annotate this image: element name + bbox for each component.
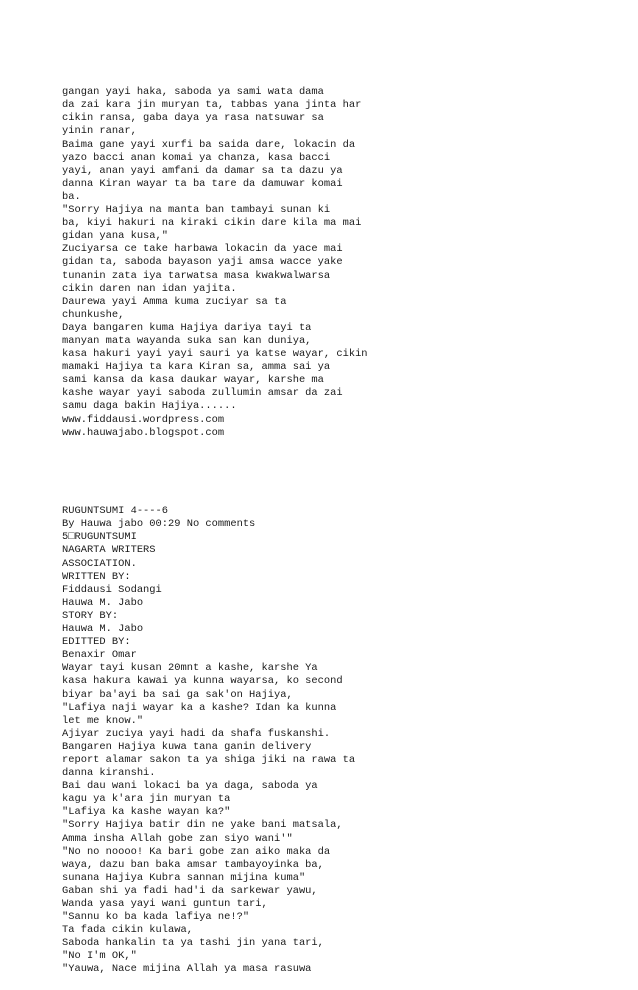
text-line: Gaban shi ya fadi had'i da sarkewar yawu, — [62, 884, 318, 897]
text-line: www.fiddausi.wordpress.com — [62, 413, 225, 426]
text-line: "Sorry Hajiya batir din ne yake bani matsala, — [62, 819, 343, 832]
text-line: kasa hakuri yayi yayi sauri ya katse wayar, cikin — [62, 348, 368, 361]
text-line: "Yauwa, Nace mijina Allah ya masa rasuwa — [62, 963, 312, 976]
text-line: report alamar sakon ta ya shiga jiki na rawa ta — [62, 753, 356, 766]
text-line: gidan ta, saboda bayason yaji amsa wacce yake — [62, 256, 343, 269]
text-line: gangan yayi haka, saboda ya sami wata dama — [62, 86, 324, 99]
text-line: tunanin zata iya tarwatsa masa kwakwalwarsa — [62, 269, 331, 282]
text-block-1 — [62, 86, 622, 440]
text-line: cikin daren nan idan yajita. — [62, 282, 237, 295]
text-line: Bangaren Hajiya kuwa tana ganin delivery — [62, 740, 312, 753]
text-line: danna Kiran wayar ta ba tare da damuwar komai — [62, 177, 343, 190]
text-line: Daurewa yayi Amma kuma zuciyar sa ta — [62, 295, 287, 308]
text-line: cikin ransa, gaba daya ya rasa natsuwar sa — [62, 112, 324, 125]
text-line: "Sorry Hajiya na manta ban tambayi sunan ki — [62, 204, 331, 217]
text-line: "Lafiya ka kashe wayan ka?" — [62, 806, 231, 819]
text-line: let me know." — [62, 714, 144, 727]
text-line: da zai kara jin muryan ta, tabbas yana jinta har — [62, 99, 362, 112]
text-line: NAGARTA WRITERS — [62, 544, 156, 557]
text-line: ba, kiyi hakuri na kiraki cikin dare kila ma mai — [62, 217, 362, 230]
text-line: Hauwa M. Jabo — [62, 623, 144, 636]
text-line: yinin ranar, — [62, 125, 137, 138]
text-line: manyan mata wayanda suka san kan duniya, — [62, 334, 312, 347]
text-line: "Sannu ko ba kada lafiya ne!?" — [62, 911, 250, 924]
text-line: 5□RUGUNTSUMI — [62, 531, 137, 544]
text-line: kashe wayar yayi saboda zullumin amsar da zai — [62, 387, 343, 400]
text-line: Ajiyar zuciya yayi hadi da shafa fuskanshi. — [62, 727, 331, 740]
text-line: ba. — [62, 190, 81, 203]
text-line: "No I'm OK," — [62, 950, 137, 963]
text-line: Saboda hankalin ta ya tashi jin yana tari, — [62, 937, 324, 950]
text-line: gidan yana kusa," — [62, 230, 169, 243]
text-line: sunana Hajiya Kubra sannan mijina kuma" — [62, 871, 306, 884]
document-page — [62, 60, 622, 990]
text-line: chunkushe, — [62, 308, 125, 321]
text-line: kasa hakura kawai ya kunna wayarsa, ko second — [62, 675, 343, 688]
text-line: "Lafiya naji wayar ka a kashe? Idan ka kunna — [62, 701, 337, 714]
text-line: ASSOCIATION. — [62, 557, 137, 570]
text-line: Fiddausi Sodangi — [62, 583, 162, 596]
text-line: danna kiranshi. — [62, 767, 156, 780]
text-line: Daya bangaren kuma Hajiya dariya tayi ta — [62, 321, 312, 334]
text-line: Zuciyarsa ce take harbawa lokacin da yace mai — [62, 243, 343, 256]
text-line: By Hauwa jabo 00:29 No comments — [62, 518, 256, 531]
text-line: Wayar tayi kusan 20mnt a kashe, karshe Ya — [62, 662, 318, 675]
text-line: www.hauwajabo.blogspot.com — [62, 426, 225, 439]
text-line: sami kansa da kasa daukar wayar, karshe ma — [62, 374, 324, 387]
text-line: RUGUNTSUMI 4----6 — [62, 505, 169, 518]
text-line: Benaxir Omar — [62, 649, 137, 662]
text-line: Amma insha Allah gobe zan siyo wani'" — [62, 832, 293, 845]
text-line: waya, dazu ban baka amsar tambayoyinka ba, — [62, 858, 324, 871]
paragraph-spacer — [62, 466, 622, 479]
text-line: yazo bacci anan komai ya chanza, kasa bacci — [62, 151, 331, 164]
text-line: "No no noooo! Ka bari gobe zan aiko maka da — [62, 845, 331, 858]
text-block-2 — [62, 505, 622, 976]
text-line: EDITTED BY: — [62, 636, 131, 649]
text-line: Ta fada cikin kulawa, — [62, 924, 193, 937]
text-line: mamaki Hajiya ta kara Kiran sa, amma sai ya — [62, 361, 331, 374]
text-line: Wanda yasa yayi wani guntun tari, — [62, 898, 268, 910]
text-line: STORY BY: — [62, 609, 119, 622]
text-line: Bai dau wani lokaci ba ya daga, saboda ya — [62, 780, 318, 793]
text-line: samu daga bakin Hajiya...... — [62, 400, 237, 413]
text-line: biyar ba'ayi ba sai ga sak'on Hajiya, — [62, 688, 293, 701]
text-line: yayi, anan yayi amfani da damar sa ta dazu ya — [62, 164, 343, 177]
text-line: kagu ya k'ara jin muryan ta — [62, 793, 231, 806]
text-line: Baima gane yayi xurfi ba saida dare, lokacin da — [62, 138, 356, 151]
text-line: WRITTEN BY: — [62, 570, 131, 583]
text-line: Hauwa M. Jabo — [62, 596, 144, 609]
